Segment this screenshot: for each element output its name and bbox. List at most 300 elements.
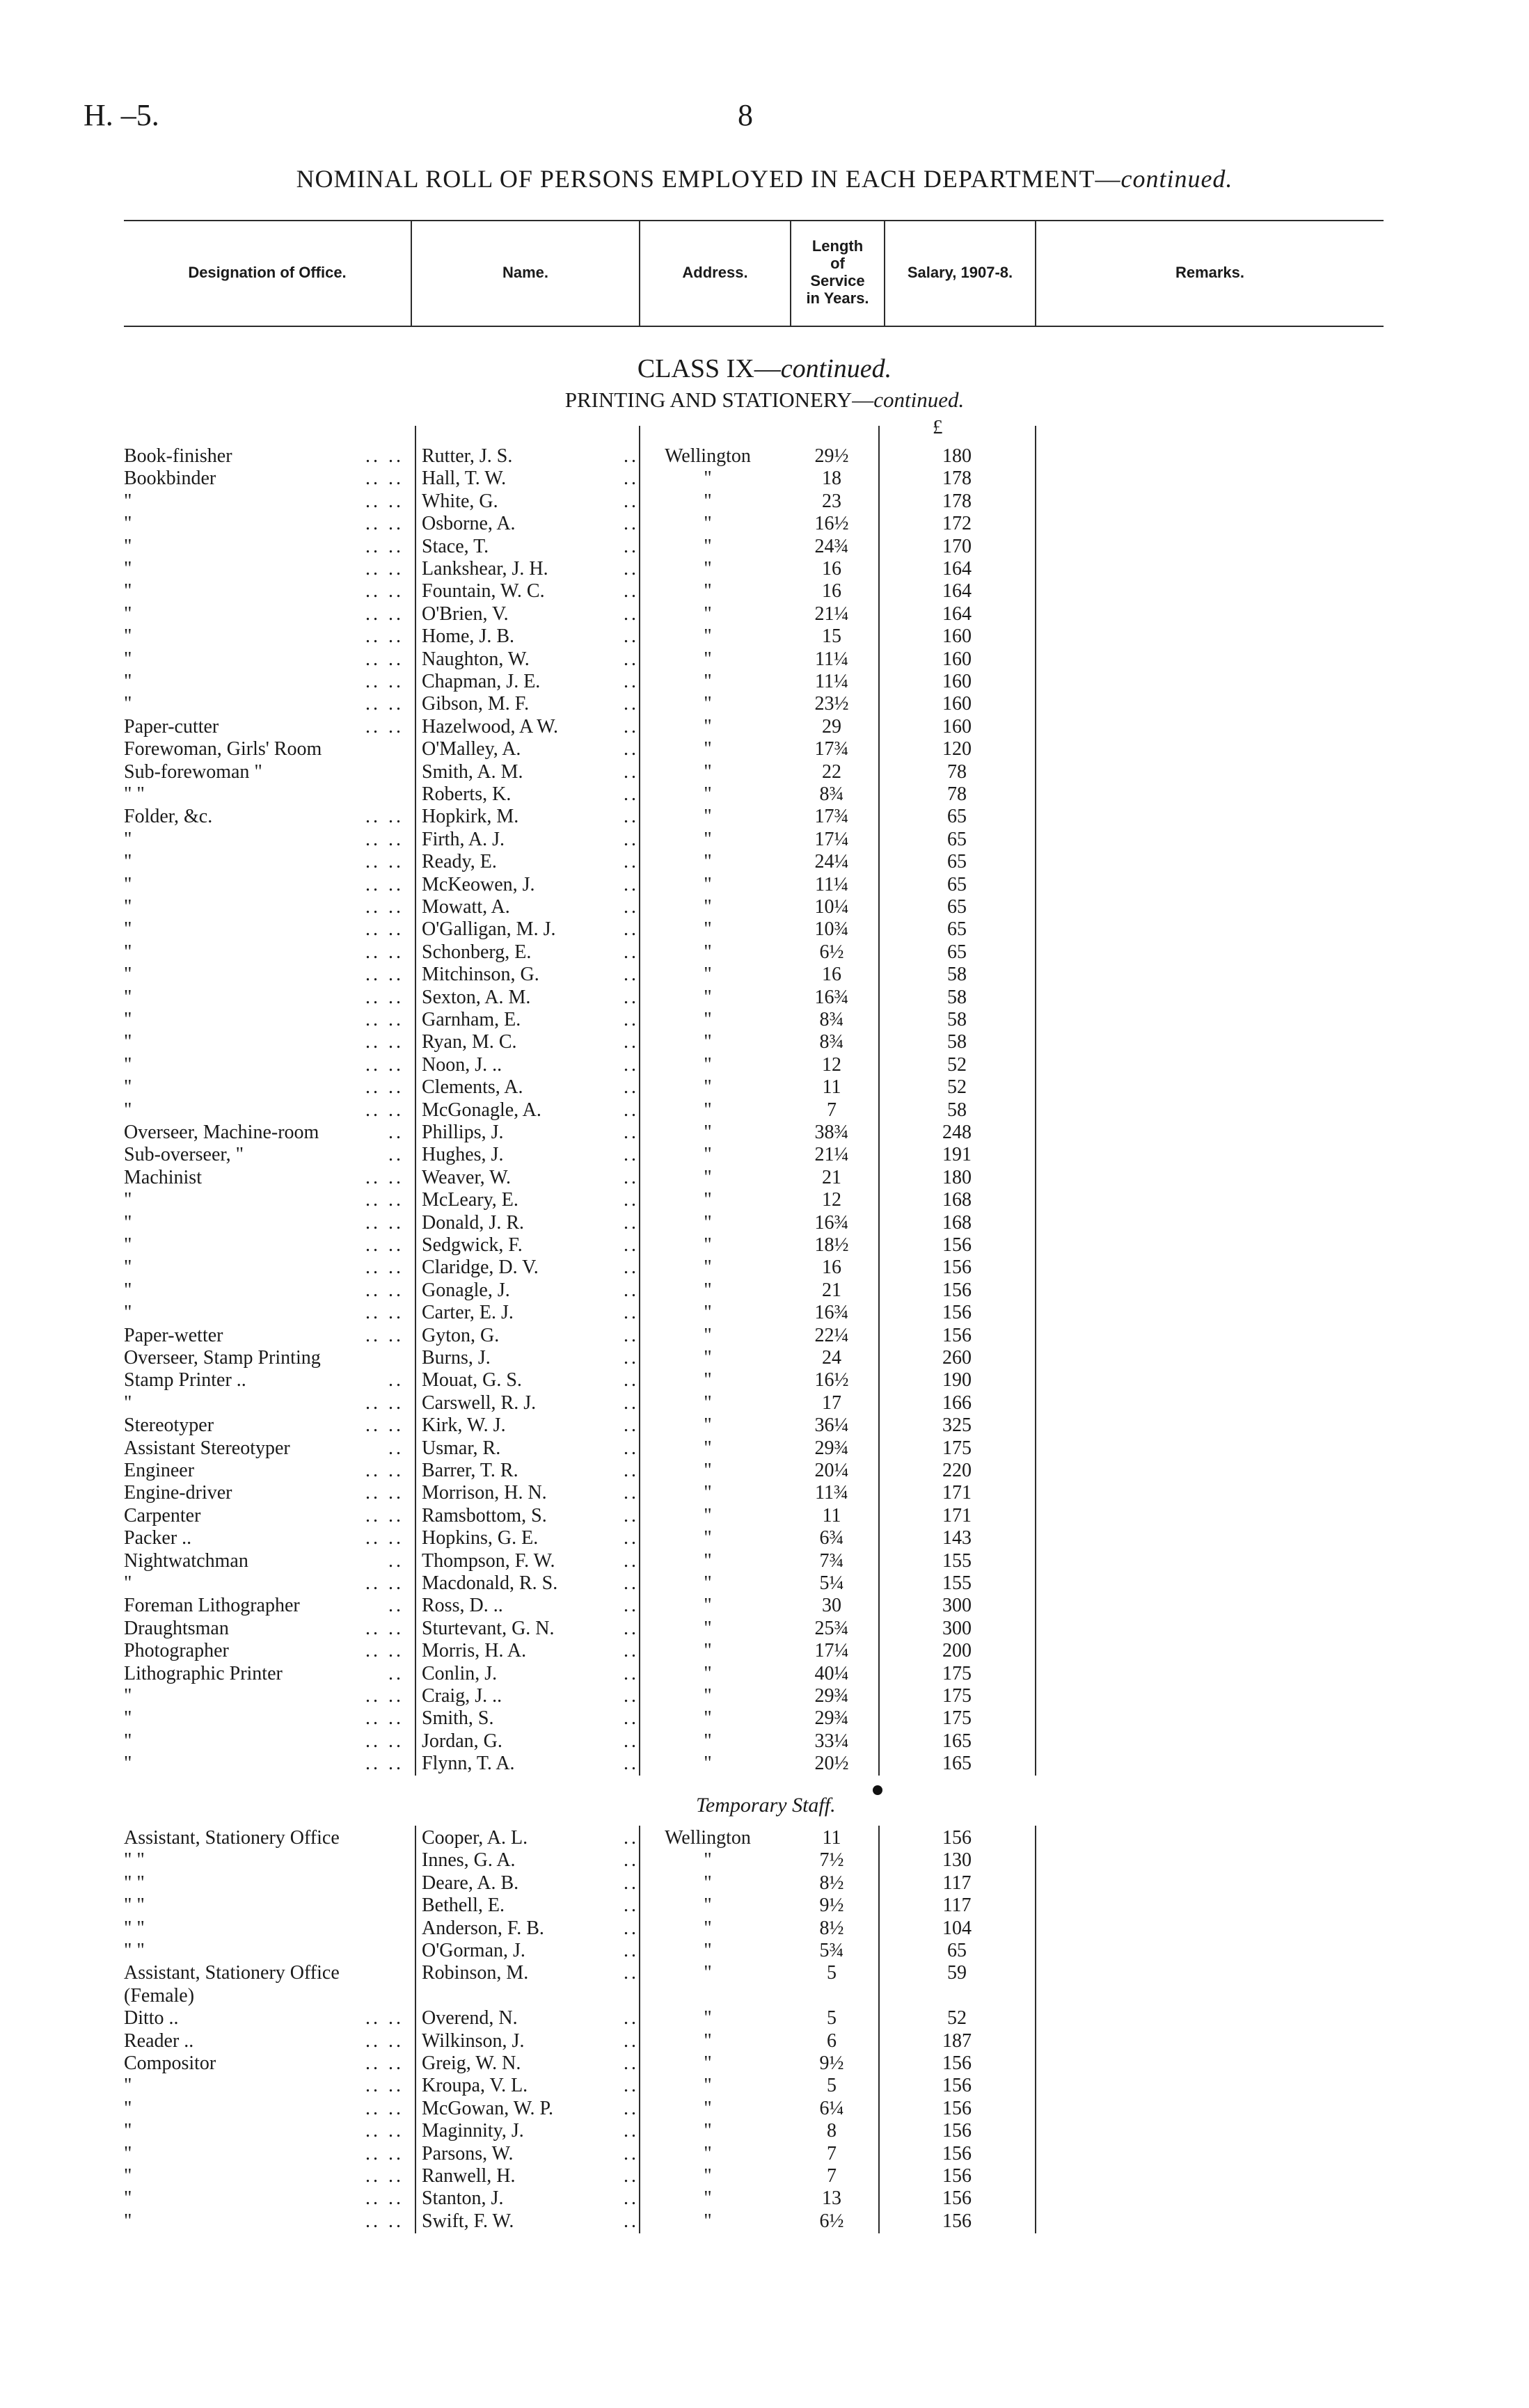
address-cell: " xyxy=(704,648,712,670)
designation-cell: " xyxy=(124,918,132,941)
designation-cell: Photographer xyxy=(124,1640,229,1662)
table-row xyxy=(0,648,1529,671)
name-cell: McKeowen, J. xyxy=(422,873,535,895)
section-title-continued: continued. xyxy=(873,388,965,412)
designation-cell: " xyxy=(124,625,132,648)
address-cell: " xyxy=(704,1527,712,1549)
designation-cell: " xyxy=(124,851,132,873)
table-row xyxy=(0,1414,1529,1437)
designation-cell: " xyxy=(124,1730,132,1752)
length-cell: 10¼ xyxy=(814,896,849,918)
leader-dots: .. xyxy=(624,1962,639,1984)
leader-dots: .. xyxy=(388,1437,404,1459)
length-cell: 10¾ xyxy=(814,918,849,941)
leader-dots: .. xyxy=(624,1392,639,1414)
address-cell: Wellington xyxy=(665,445,751,467)
length-cell: 24 xyxy=(822,1347,841,1369)
table-row xyxy=(0,716,1529,738)
designation-cell: Sub-forewoman " xyxy=(124,760,262,783)
name-cell: Garnham, E. xyxy=(422,1009,521,1030)
name-cell: Macdonald, R. S. xyxy=(422,1572,558,1594)
designation-cell: Foreman Lithographer xyxy=(124,1595,300,1617)
class-title xyxy=(0,353,1529,384)
table-row xyxy=(0,1753,1529,1775)
address-cell: " xyxy=(704,2120,712,2142)
table-row xyxy=(0,738,1529,760)
length-cell: 13 xyxy=(822,2187,841,2210)
address-cell: " xyxy=(704,1707,712,1730)
leader-dots: .. .. xyxy=(365,896,404,918)
leader-dots: .. .. xyxy=(365,2052,404,2074)
name-cell: McGowan, W. P. xyxy=(422,2097,554,2119)
table-row xyxy=(0,1482,1529,1504)
length-cell: 36¼ xyxy=(814,1414,849,1437)
length-cell: 11¼ xyxy=(815,873,848,895)
leader-dots: .. xyxy=(624,1189,639,1211)
col-header-name: Name. xyxy=(502,263,549,281)
length-cell: 9½ xyxy=(819,1895,844,1917)
name-cell: Hopkirk, M. xyxy=(422,806,519,828)
header-bottom-rule xyxy=(124,326,1384,327)
address-cell: " xyxy=(704,1917,712,1939)
address-cell: " xyxy=(704,1347,712,1369)
salary-cell: 168 xyxy=(942,1189,972,1211)
salary-cell: 59 xyxy=(947,1962,967,1984)
address-cell: " xyxy=(704,1730,712,1752)
leader-dots: .. xyxy=(624,445,639,467)
table-row xyxy=(0,1707,1529,1730)
leader-dots: .. xyxy=(624,2097,639,2119)
address-cell: " xyxy=(704,1753,712,1775)
designation-cell: " xyxy=(124,2187,132,2210)
page-number: 8 xyxy=(738,98,753,132)
designation-cell: Folder, &c. xyxy=(124,806,213,828)
name-cell: Ranwell, H. xyxy=(422,2165,516,2187)
table-row xyxy=(0,1076,1529,1099)
name-cell: Ready, E. xyxy=(422,851,497,873)
leader-dots: .. .. xyxy=(365,1009,404,1030)
table-row xyxy=(0,1618,1529,1640)
length-cell: 16 xyxy=(822,558,841,580)
table-row xyxy=(0,580,1529,603)
salary-cell: 300 xyxy=(942,1617,972,1639)
table-row xyxy=(0,1663,1529,1685)
table-row xyxy=(0,1640,1529,1662)
table-row xyxy=(0,1212,1529,1234)
leader-dots: .. xyxy=(624,1099,639,1121)
table-row xyxy=(0,513,1529,535)
col-header-address: Address. xyxy=(682,263,748,281)
leader-dots: .. xyxy=(624,1917,639,1939)
salary-cell: 58 xyxy=(947,986,967,1008)
name-cell: Mouat, G. S. xyxy=(422,1369,522,1392)
leader-dots: .. xyxy=(624,1437,639,1459)
name-cell: Gyton, G. xyxy=(422,1324,500,1346)
address-cell: " xyxy=(704,873,712,895)
address-cell: " xyxy=(704,1482,712,1504)
designation-cell: " xyxy=(124,2210,132,2232)
designation-cell: " " xyxy=(124,1917,145,1939)
leader-dots: .. .. xyxy=(365,851,404,873)
designation-cell: " xyxy=(124,558,132,580)
salary-cell: 58 xyxy=(947,1099,967,1121)
name-cell: Osborne, A. xyxy=(422,513,516,535)
name-cell: Jordan, G. xyxy=(422,1730,502,1752)
designation-cell: Carpenter xyxy=(124,1504,201,1526)
salary-cell: 187 xyxy=(942,2030,972,2052)
name-cell: Kirk, W. J. xyxy=(422,1414,506,1437)
length-cell: 30 xyxy=(822,1595,841,1617)
designation-cell: Nightwatchman xyxy=(124,1549,248,1572)
name-cell: Phillips, J. xyxy=(422,1122,504,1143)
salary-cell: 156 xyxy=(942,1279,972,1301)
salary-cell: 168 xyxy=(942,1211,972,1234)
length-cell: 16¾ xyxy=(814,1302,849,1324)
designation-cell: " xyxy=(124,648,132,670)
designation-cell: Ditto .. xyxy=(124,2007,179,2030)
leader-dots: .. .. xyxy=(365,1053,404,1076)
leader-dots: .. xyxy=(624,1257,639,1279)
designation-cell: " xyxy=(124,964,132,986)
address-cell: Wellington xyxy=(665,1827,751,1849)
length-cell: 24¼ xyxy=(814,851,849,873)
leader-dots: .. xyxy=(624,1940,639,1961)
salary-cell: 143 xyxy=(942,1527,972,1549)
length-cell: 18 xyxy=(822,468,841,490)
salary-cell: 156 xyxy=(942,1324,972,1346)
name-cell: McLeary, E. xyxy=(422,1189,518,1211)
designation-cell: Stamp Printer .. xyxy=(124,1369,246,1392)
salary-cell: 165 xyxy=(942,1753,972,1775)
designation-cell: " xyxy=(124,535,132,557)
leader-dots: .. xyxy=(624,783,639,805)
salary-cell: 191 xyxy=(942,1144,972,1166)
leader-dots: .. .. xyxy=(365,1753,404,1775)
address-cell: " xyxy=(704,1009,712,1030)
table-row xyxy=(0,2030,1529,2052)
designation-cell: Packer .. xyxy=(124,1527,192,1549)
name-cell: Ross, D. .. xyxy=(422,1595,503,1617)
address-cell: " xyxy=(704,1504,712,1526)
address-cell: " xyxy=(704,1640,712,1662)
length-cell: 20¼ xyxy=(814,1460,849,1481)
address-cell: " xyxy=(704,490,712,512)
leader-dots: .. .. xyxy=(365,2007,404,2030)
leader-dots: .. xyxy=(624,964,639,986)
name-cell: Parsons, W. xyxy=(422,2142,514,2164)
leader-dots: .. .. xyxy=(365,1640,404,1662)
leader-dots: .. xyxy=(624,1144,639,1166)
leader-dots: .. .. xyxy=(365,2142,404,2164)
name-cell: Stace, T. xyxy=(422,535,489,557)
leader-dots: .. xyxy=(624,715,639,737)
designation-cell: " " xyxy=(124,1872,145,1894)
designation-cell: Stereotyper xyxy=(124,1414,214,1437)
salary-cell: 52 xyxy=(947,1053,967,1076)
leader-dots: .. .. xyxy=(365,806,404,828)
salary-cell: 65 xyxy=(947,873,967,895)
designation-cell: Compositor xyxy=(124,2052,216,2074)
salary-cell: 52 xyxy=(947,1076,967,1099)
name-cell: O'Galligan, M. J. xyxy=(422,918,556,941)
address-cell: " xyxy=(704,828,712,850)
ink-dot xyxy=(873,1785,882,1795)
name-cell: Ryan, M. C. xyxy=(422,1031,517,1053)
name-cell: Hazelwood, A W. xyxy=(422,715,558,737)
address-cell: " xyxy=(704,1572,712,1594)
table-row xyxy=(0,1595,1529,1617)
leader-dots: .. xyxy=(388,1595,404,1617)
length-cell: 17 xyxy=(822,1392,841,1414)
table-row xyxy=(0,987,1529,1009)
salary-cell: 178 xyxy=(942,468,972,490)
leader-dots: .. xyxy=(624,1617,639,1639)
designation-cell: " xyxy=(124,1053,132,1076)
designation-cell: " xyxy=(124,490,132,512)
leader-dots: .. .. xyxy=(365,2030,404,2052)
leader-dots: .. xyxy=(624,1324,639,1346)
length-cell: 23½ xyxy=(814,693,849,715)
leader-dots: .. .. xyxy=(365,1504,404,1526)
length-cell: 23 xyxy=(822,490,841,512)
address-cell: " xyxy=(704,1460,712,1481)
name-cell: Morris, H. A. xyxy=(422,1640,527,1662)
table-row xyxy=(0,1849,1529,1872)
salary-cell: 78 xyxy=(947,783,967,805)
name-cell: Innes, G. A. xyxy=(422,1849,516,1872)
length-cell: 11¼ xyxy=(815,648,848,670)
leader-dots: .. .. xyxy=(365,1031,404,1053)
address-cell: " xyxy=(704,1234,712,1256)
salary-cell: 156 xyxy=(942,2075,972,2097)
length-cell: 8¾ xyxy=(819,1009,844,1030)
designation-cell: " xyxy=(124,1031,132,1053)
table-row xyxy=(0,2075,1529,2097)
designation-cell: Lithographic Printer xyxy=(124,1662,283,1684)
table-row xyxy=(0,2187,1529,2210)
address-cell: " xyxy=(704,1099,712,1121)
length-cell: 11 xyxy=(822,1827,841,1849)
length-cell: 16½ xyxy=(814,513,849,535)
leader-dots: .. .. xyxy=(365,625,404,648)
designation-cell: " xyxy=(124,1076,132,1099)
name-cell: Flynn, T. A. xyxy=(422,1753,515,1775)
address-cell: " xyxy=(704,1076,712,1099)
table-row xyxy=(0,941,1529,964)
address-cell: " xyxy=(704,1166,712,1188)
address-cell: " xyxy=(704,1617,712,1639)
address-cell: " xyxy=(704,1872,712,1894)
salary-cell: 104 xyxy=(942,1917,972,1939)
length-cell: 21 xyxy=(822,1166,841,1188)
leader-dots: .. .. xyxy=(365,2097,404,2119)
salary-cell: 171 xyxy=(942,1482,972,1504)
salary-cell: 180 xyxy=(942,1166,972,1188)
leader-dots: .. xyxy=(624,1369,639,1392)
address-cell: " xyxy=(704,2097,712,2119)
address-cell: " xyxy=(704,1414,712,1437)
address-cell: " xyxy=(704,1437,712,1459)
leader-dots: .. xyxy=(624,896,639,918)
length-cell: 7 xyxy=(827,1099,837,1121)
designation-cell: " xyxy=(124,693,132,715)
address-cell: " xyxy=(704,851,712,873)
length-cell: 7 xyxy=(827,2142,837,2164)
designation-cell: Sub-overseer, " xyxy=(124,1144,244,1166)
leader-dots: .. .. xyxy=(365,693,404,715)
designation-cell: " xyxy=(124,1234,132,1256)
leader-dots: .. xyxy=(624,580,639,603)
leader-dots: .. .. xyxy=(365,828,404,850)
leader-dots: .. xyxy=(624,1166,639,1188)
table-row xyxy=(0,1872,1529,1895)
leader-dots: .. .. xyxy=(365,964,404,986)
leader-dots: .. .. xyxy=(365,1279,404,1301)
designation-cell: " xyxy=(124,1707,132,1730)
leader-dots: .. xyxy=(624,828,639,850)
table-row xyxy=(0,918,1529,941)
table-row xyxy=(0,468,1529,490)
name-cell: Carswell, R. J. xyxy=(422,1392,537,1414)
leader-dots: .. .. xyxy=(365,1527,404,1549)
leader-dots: .. xyxy=(624,873,639,895)
designation-cell: Book-finisher xyxy=(124,445,232,467)
designation-cell: " xyxy=(124,1211,132,1234)
page-title xyxy=(0,164,1529,193)
name-cell: Gibson, M. F. xyxy=(422,693,530,715)
length-cell: 7½ xyxy=(819,1849,844,1872)
leader-dots: .. .. xyxy=(365,468,404,490)
table-row xyxy=(0,2098,1529,2120)
leader-dots: .. xyxy=(388,1662,404,1684)
name-cell: Ramsbottom, S. xyxy=(422,1504,547,1526)
col-header-salary: Salary, 1907-8. xyxy=(907,263,1013,281)
leader-dots: .. .. xyxy=(365,1257,404,1279)
length-cell: 8¾ xyxy=(819,1031,844,1053)
designation-cell: Paper-cutter xyxy=(124,715,219,737)
address-cell: " xyxy=(704,1940,712,1961)
length-cell: 7¾ xyxy=(819,1549,844,1572)
length-cell: 11 xyxy=(822,1504,841,1526)
table-row xyxy=(0,1099,1529,1122)
leader-dots: .. xyxy=(624,941,639,963)
length-cell: 29½ xyxy=(814,445,849,467)
designation-cell: Forewoman, Girls' Room xyxy=(124,738,322,760)
name-cell: Claridge, D. V. xyxy=(422,1257,539,1279)
salary-cell: 171 xyxy=(942,1504,972,1526)
length-cell: 5 xyxy=(827,2007,837,2030)
leader-dots: .. xyxy=(624,1414,639,1437)
leader-dots: .. xyxy=(624,1527,639,1549)
leader-dots: .. .. xyxy=(365,1392,404,1414)
table-row xyxy=(0,536,1529,558)
length-cell: 20½ xyxy=(814,1753,849,1775)
address-cell: " xyxy=(704,671,712,692)
table-row xyxy=(0,874,1529,896)
designation-cell: Bookbinder xyxy=(124,468,216,490)
name-cell: Schonberg, E. xyxy=(422,941,532,963)
table-row xyxy=(0,1685,1529,1707)
designation-cell: " xyxy=(124,1257,132,1279)
length-cell: 17¼ xyxy=(814,1640,849,1662)
salary-cell: 58 xyxy=(947,1009,967,1030)
leader-dots: .. xyxy=(624,1211,639,1234)
salary-cell: 164 xyxy=(942,580,972,603)
leader-dots: .. .. xyxy=(365,1617,404,1639)
designation-cell: " xyxy=(124,2120,132,2142)
designation-cell: " xyxy=(124,1753,132,1775)
salary-cell: 65 xyxy=(947,851,967,873)
address-cell: " xyxy=(704,2142,712,2164)
length-cell: 29¾ xyxy=(814,1707,849,1730)
address-cell: " xyxy=(704,603,712,625)
salary-cell: 165 xyxy=(942,1730,972,1752)
table-row xyxy=(0,1369,1529,1392)
leader-dots: .. xyxy=(624,1460,639,1481)
salary-cell: 156 xyxy=(942,2120,972,2142)
length-cell: 5¼ xyxy=(819,1572,844,1594)
leader-dots: .. .. xyxy=(365,1189,404,1211)
name-cell: McGonagle, A. xyxy=(422,1099,541,1121)
leader-dots: .. xyxy=(624,1753,639,1775)
table-row xyxy=(0,1730,1529,1753)
length-cell: 22¼ xyxy=(814,1324,849,1346)
leader-dots: .. .. xyxy=(365,1685,404,1707)
salary-cell: 130 xyxy=(942,1849,972,1872)
leader-dots: .. xyxy=(624,490,639,512)
salary-cell: 155 xyxy=(942,1572,972,1594)
length-cell: 33¼ xyxy=(814,1730,849,1752)
leader-dots: .. xyxy=(624,1685,639,1707)
address-cell: " xyxy=(704,1962,712,1984)
name-cell: Smith, S. xyxy=(422,1707,494,1730)
designation-cell: " xyxy=(124,580,132,603)
address-cell: " xyxy=(704,558,712,580)
name-cell: Wilkinson, J. xyxy=(422,2030,525,2052)
leader-dots: .. xyxy=(624,1347,639,1369)
designation-cell: " xyxy=(124,1009,132,1030)
name-cell: Home, J. B. xyxy=(422,625,514,648)
name-cell: O'Brien, V. xyxy=(422,603,509,625)
address-cell: " xyxy=(704,806,712,828)
leader-dots: .. xyxy=(624,2030,639,2052)
name-cell: Conlin, J. xyxy=(422,1662,498,1684)
address-cell: " xyxy=(704,1849,712,1872)
name-cell: Smith, A. M. xyxy=(422,760,523,783)
leader-dots: .. .. xyxy=(365,1460,404,1481)
address-cell: " xyxy=(704,896,712,918)
name-cell: Roberts, K. xyxy=(422,783,512,805)
address-cell: " xyxy=(704,2165,712,2187)
salary-cell: 156 xyxy=(942,1302,972,1324)
table-row xyxy=(0,603,1529,625)
salary-cell: 175 xyxy=(942,1707,972,1730)
leader-dots: .. xyxy=(624,2075,639,2097)
name-cell: Swift, F. W. xyxy=(422,2210,514,2232)
designation-cell: Machinist xyxy=(124,1166,202,1188)
leader-dots: .. .. xyxy=(365,490,404,512)
table-row xyxy=(0,829,1529,851)
salary-cell: 200 xyxy=(942,1640,972,1662)
address-cell: " xyxy=(704,535,712,557)
salary-cell: 160 xyxy=(942,671,972,692)
leader-dots: .. .. xyxy=(365,715,404,737)
address-cell: " xyxy=(704,1053,712,1076)
name-cell: Sturtevant, G. N. xyxy=(422,1617,555,1639)
designation-cell: Paper-wetter xyxy=(124,1324,223,1346)
name-cell: Sexton, A. M. xyxy=(422,986,531,1008)
address-cell: " xyxy=(704,964,712,986)
